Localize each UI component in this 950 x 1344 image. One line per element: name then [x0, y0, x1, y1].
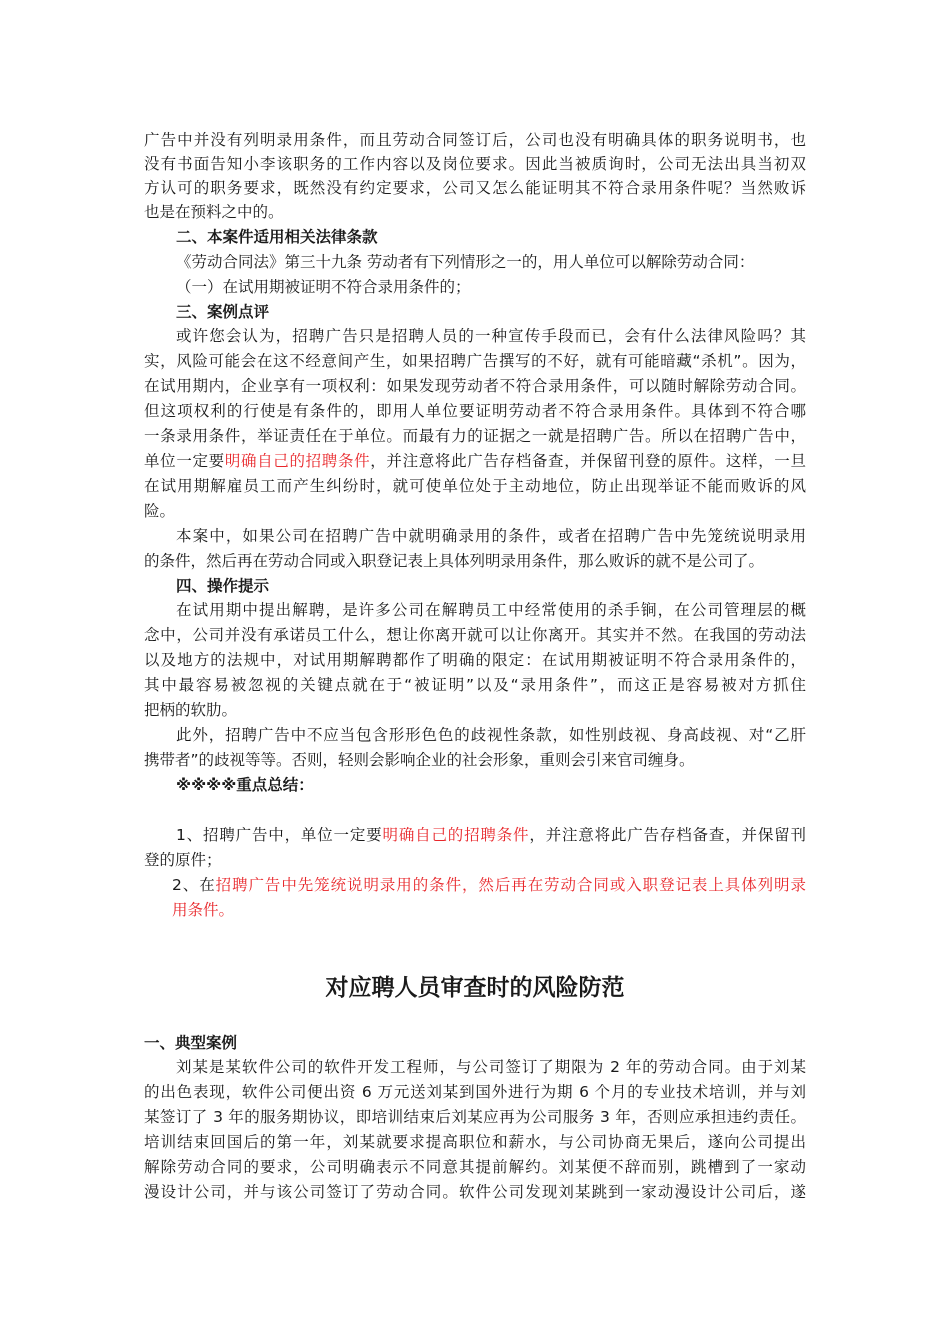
law-clause: 《劳动合同法》第三十九条 劳动者有下列情形之一的，用人单位可以解除劳动合同：: [176, 253, 755, 271]
paragraph-line: 以及地方的法规中，对试用期解聘都作了明确的限定：在试用期被证明不符合录用条件的，: [144, 651, 806, 669]
section-heading-2: 二、本案件适用相关法律条款: [176, 228, 378, 246]
paragraph-line: 在试用期内，企业享有一项权利：如果发现劳动者不符合录用条件，可以随时解除劳动合同。: [144, 377, 806, 395]
summary-item-2-cont: 用条件。: [172, 901, 235, 919]
paragraph-line: 的出色表现，软件公司便出资 6 万元送刘某到国外进行为期 6 个月的专业技术培训，并与刘: [144, 1083, 806, 1101]
paragraph-line: 的条件，然后再在劳动合同或入职登记表上具体列明录用条件，那么败诉的就不是公司了。: [144, 552, 765, 570]
paragraph-line: 险。: [144, 502, 176, 520]
paragraph-line: 把柄的软肋。: [144, 701, 238, 719]
paragraph-line: 在试用期解雇员工而产生纠纷时，就可使单位处于主动地位，防止出现举证不能而败诉的风: [144, 477, 806, 495]
case-heading: 一、典型案例: [144, 1034, 238, 1052]
paragraph-line: 刘某是某软件公司的软件开发工程师，与公司签订了期限为 2 年的劳动合同。由于刘某: [176, 1058, 806, 1076]
paragraph-line: 其中最容易被忽视的关键点就在于“被证明”以及“录用条件”，而这正是容易被对方抓住: [144, 676, 806, 694]
paragraph-line: 此外，招聘广告中不应当包含形形色色的歧视性条款，如性别歧视、身高歧视、对“乙肝: [176, 726, 806, 744]
paragraph-line: 漫设计公司，并与该公司签订了劳动合同。软件公司发现刘某跳到一家动漫设计公司后，遂: [144, 1183, 806, 1201]
summary-item-1-cont: 登的原件；: [144, 851, 222, 869]
paragraph-line: 也是在预料之中的。: [144, 203, 284, 221]
summary-heading: ※※※※重点总结：: [176, 776, 314, 794]
section-heading-4: 四、操作提示: [176, 577, 270, 595]
paragraph-line: 方认可的职务要求，既然没有约定要求，公司又怎么能证明其不符合录用条件呢？当然败诉: [144, 179, 806, 197]
section-heading-3: 三、案例点评: [176, 303, 270, 321]
paragraph-line: 携带者”的歧视等等。否则，轻则会影响企业的社会形象，重则会引来官司缠身。: [144, 751, 695, 769]
highlight-text: 明确自己的招聘条件: [382, 826, 530, 844]
paragraph-line: 没有书面告知小李该职务的工作内容以及岗位要求。因此当被质询时，公司无法出具当初双: [144, 155, 806, 173]
paragraph-line: 解除劳动合同的要求，公司明确表示不同意其提前解约。刘某便不辞而别，跳槽到了一家动: [144, 1158, 806, 1176]
paragraph-line: 但这项权利的行使是有条件的，即用人单位要证明劳动者不符合录用条件。具体到不符合哪: [144, 402, 806, 420]
paragraph-line: 广告中并没有列明录用条件，而且劳动合同签订后，公司也没有明确具体的职务说明书，也: [144, 131, 806, 149]
paragraph-line: 或许您会认为，招聘广告只是招聘人员的一种宣传手段而已，会有什么法律风险吗？其: [176, 327, 806, 345]
summary-item-1: 1、招聘广告中，单位一定要明确自己的招聘条件，并注意将此广告存档备查，并保留刊: [176, 826, 806, 844]
highlight-text: 招聘广告中先笼统说明录用的条件，然后再在劳动合同或入职登记表上具体列明录: [215, 876, 806, 894]
paragraph-line: 一条录用条件，举证责任在于单位。而最有力的证据之一就是招聘广告。所以在招聘广告中，: [144, 427, 806, 445]
paragraph-line: 本案中，如果公司在招聘广告中就明确录用的条件，或者在招聘广告中先笼统说明录用: [176, 527, 806, 545]
paragraph-line-highlight: 单位一定要明确自己的招聘条件，并注意将此广告存档备查，并保留刊登的原件。这样，一旦: [144, 452, 806, 470]
paragraph-line: 念中，公司并没有承诺员工什么，想让你离开就可以让你离开。其实并不然。在我国的劳动法: [144, 626, 806, 644]
paragraph-line: 实，风险可能会在这不经意间产生，如果招聘广告撰写的不好，就有可能暗藏“杀机”。因为，: [144, 352, 806, 370]
paragraph-line: 在试用期中提出解聘，是许多公司在解聘员工中经常使用的杀手锏，在公司管理层的概: [176, 601, 806, 619]
paragraph-line: 培训结束回国后的第一年，刘某就要求提高职位和薪水，与公司协商无果后，遂向公司提出: [144, 1133, 806, 1151]
law-item: （一）在试用期被证明不符合录用条件的；: [176, 278, 471, 296]
paragraph-line: 某签订了 3 年的服务期协议，即培训结束后刘某应再为公司服务 3 年，否则应承担违约责任。: [144, 1108, 806, 1126]
section-title: 对应聘人员审查时的风险防范: [325, 975, 625, 1001]
highlight-text: 明确自己的招聘条件: [224, 452, 371, 470]
summary-item-2: 2、在招聘广告中先笼统说明录用的条件，然后再在劳动合同或入职登记表上具体列明录: [172, 876, 806, 894]
